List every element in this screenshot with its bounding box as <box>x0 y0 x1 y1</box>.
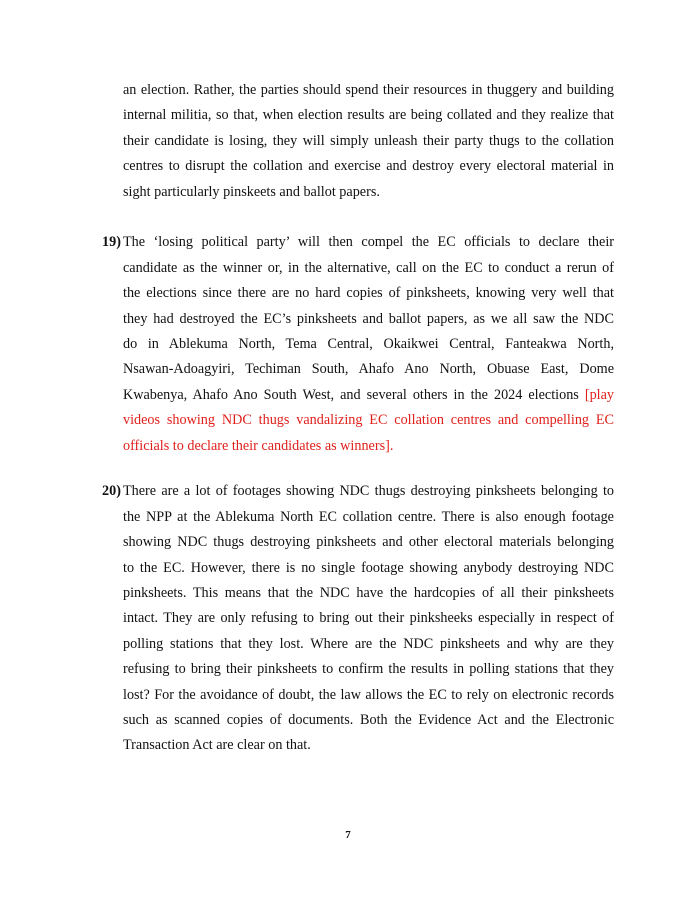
paragraph-line: refusing to bring their pinksheets to confirm the results in polling stations that they <box>123 661 614 678</box>
paragraph-line: they had destroyed the EC’s pinksheets and ballot papers, as we all saw the NDC <box>123 310 614 327</box>
highlighted-instruction-line: officials to declare their candidates as winners]. <box>123 437 394 454</box>
paragraph-number: 20) <box>102 483 121 500</box>
paragraph-number: 19) <box>102 234 121 251</box>
paragraph-line: showing NDC thugs destroying pinksheets and other electoral materials belonging <box>123 534 614 551</box>
page-number: 7 <box>345 829 351 841</box>
paragraph-line: such as scanned copies of documents. Both the Evidence Act and the Electronic <box>123 712 614 728</box>
paragraph-line: an election. Rather, the parties should spend their resources in thuggery and building <box>123 82 614 98</box>
paragraph-line: do in Ablekuma North, Tema Central, Okaikwei Central, Fanteakwa North, <box>123 336 614 352</box>
paragraph-line: polling stations that they lost. Where are the NDC pinksheets and why are they <box>123 635 614 652</box>
paragraph-line: to the EC. However, there is no single footage showing anybody destroying NDC <box>123 559 614 576</box>
paragraph-line: There are a lot of footages showing NDC thugs destroying pinksheets belonging to <box>123 483 614 500</box>
paragraph-line: The ‘losing political party’ will then compel the EC officials to declare their <box>123 234 614 251</box>
paragraph-line: Nsawan-Adoagyiri, Techiman South, Ahafo Ano North, Obuase East, Dome <box>123 361 614 378</box>
highlighted-instruction-line: videos showing NDC thugs vandalizing EC collation centres and compelling EC <box>123 412 614 429</box>
highlighted-instruction-text: [play <box>584 386 614 403</box>
paragraph-line: pinksheets. This means that the NDC have the hardcopies of all their pinksheets <box>123 585 614 601</box>
paragraph-line: lost? For the avoidance of doubt, the law allows the EC to rely on electronic records <box>123 686 614 703</box>
paragraph-line: candidate as the winner or, in the alternative, call on the EC to conduct a rerun of <box>123 259 614 276</box>
paragraph-line: intact. They are only refusing to bring out their pinksheeks especially in respect of <box>123 610 614 627</box>
paragraph-line: Transaction Act are clear on that. <box>123 737 311 754</box>
paragraph-line: centres to disrupt the collation and exercise and destroy every electoral material in <box>123 158 614 175</box>
paragraph-line-mixed <box>123 383 614 408</box>
paragraph-line: the elections since there are no hard copies of pinksheets, knowing very well that <box>123 285 614 302</box>
paragraph-line: internal militia, so that, when election results are being collated and they realize that <box>123 107 614 124</box>
paragraph-line: the NPP at the Ablekuma North EC collation centre. There is also enough footage <box>123 508 614 525</box>
paragraph-line: sight particularly pinskeets and ballot papers. <box>123 183 380 200</box>
paragraph-text: Kwabenya, Ahafo Ano South West, and several others in the 2024 elections <box>123 386 585 403</box>
paragraph-line: their candidate is losing, they will simply unleash their party thugs to the collation <box>123 132 614 149</box>
